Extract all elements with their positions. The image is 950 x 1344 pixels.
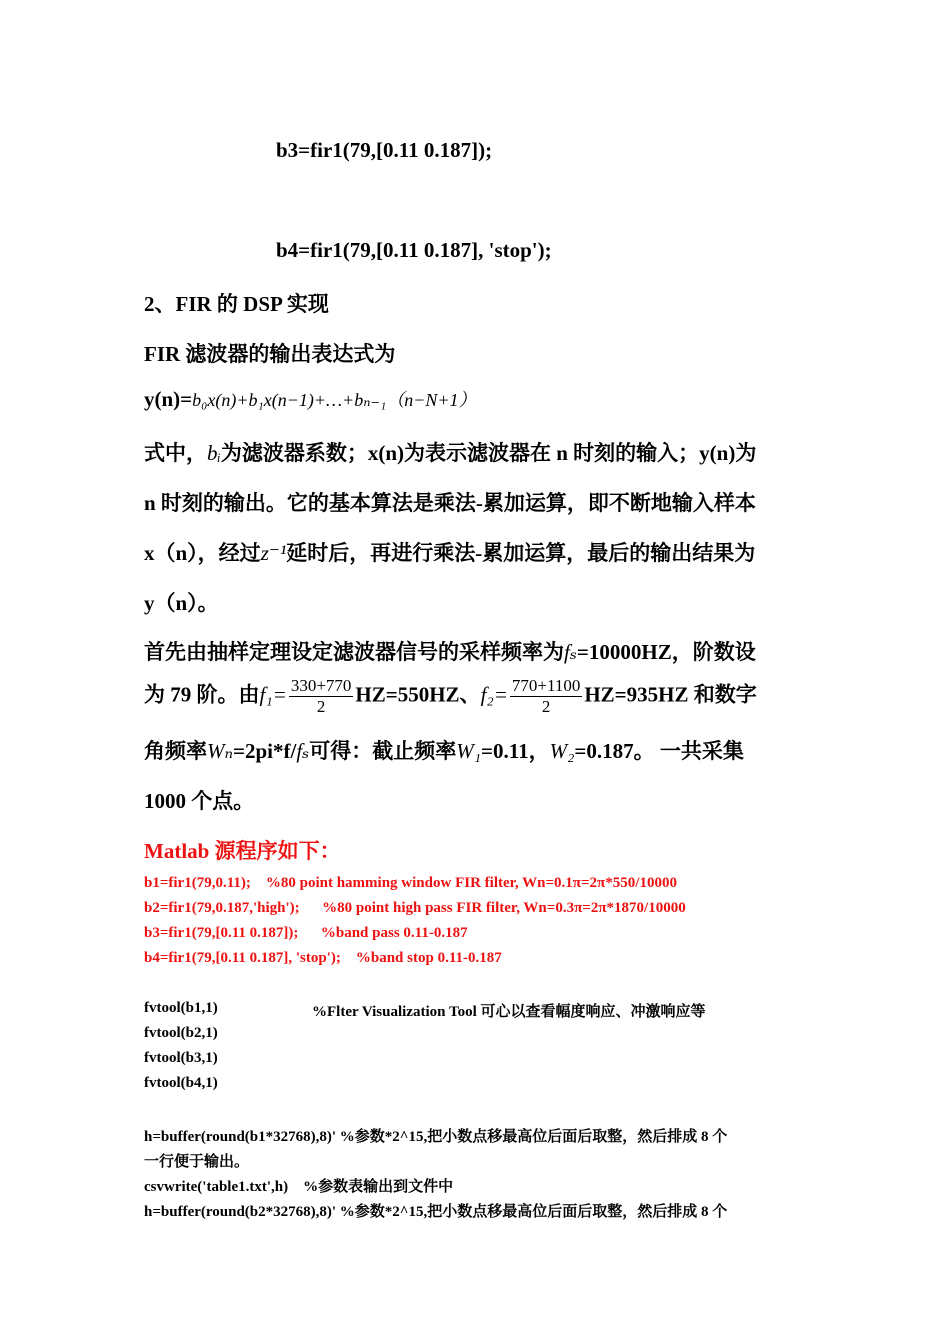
formula-rhs: b₀x(n)+b₁x(n−1)+…+bₙ₋₁（n−N+1） (192, 390, 477, 410)
formula-lhs: y(n)= (144, 387, 193, 411)
fraction-f1-denominator: 2 (316, 697, 326, 716)
buffer-code-line: h=buffer(round(b2*32768),8)' %参数*2^15,把小数点移最高位后面后取整，然后排成 8 个 (144, 1204, 728, 1220)
matlab-code-line: b1=fir1(79,0.11); %80 point hamming window FIR filter, Wn=0.1π=2π*550/10000 (144, 875, 677, 891)
code-line-b3: b3=fir1(79,[0.11 0.187]); (276, 138, 493, 162)
fvtool-comment: %Flter Visualization Tool 可心以查看幅度响应、冲激响应等 (312, 1004, 706, 1020)
matlab-code-line: b4=fir1(79,[0.11 0.187], 'stop'); %band stop 0.11-0.187 (144, 950, 502, 966)
section-subheading: FIR 滤波器的输出表达式为 (144, 342, 396, 366)
p1-text-a: 式中， (144, 441, 207, 465)
fraction-f2 (510, 676, 582, 717)
p2-l3-text-c: 可得：截止频率 (309, 739, 457, 763)
fraction-f2-denominator: 2 (541, 697, 551, 716)
output-formula (144, 386, 477, 412)
fvtool-line: fvtool(b2,1) (144, 1025, 218, 1041)
buffer-code-line: 一行便于输出。 (144, 1154, 250, 1170)
p2-l3-text-e: =0.187。 一共采集 (574, 739, 744, 763)
fs-symbol: fₛ (564, 640, 577, 664)
w1-symbol: W₁ (456, 739, 482, 763)
fvtool-line: fvtool(b4,1) (144, 1075, 218, 1091)
paragraph1-line4: y（n）。 (144, 591, 219, 615)
fvtool-line: fvtool(b3,1) (144, 1050, 218, 1066)
p2-l3-text-a: 角频率 (144, 739, 207, 763)
p2-l2-text-a: 为 79 阶。由 (144, 682, 260, 707)
fraction-f1-numerator: 330+770 (290, 676, 352, 695)
paragraph1-line1 (144, 437, 756, 467)
p2-l3-text-b: =2pi*f/ (233, 739, 297, 763)
p1-l3-text-a: x（n），经过 (144, 541, 261, 565)
f1-symbol: f₁= (259, 682, 287, 707)
wn-symbol: Wₙ (207, 739, 234, 763)
p2-l1-text-b: =10000HZ，阶数设 (576, 640, 756, 664)
paragraph2-line1 (144, 636, 756, 666)
coef-bi-symbol: bᵢ (207, 441, 221, 465)
fs-symbol-2: fₛ (296, 739, 310, 763)
fvtool-line: fvtool(b1,1) (144, 1000, 218, 1016)
fraction-f1 (289, 676, 354, 717)
paragraph2-line4: 1000 个点。 (144, 789, 255, 813)
paragraph1-line3 (144, 537, 755, 567)
section-heading: 2、FIR 的 DSP 实现 (144, 292, 329, 316)
p1-l3-text-b: 延时后，再进行乘法-累加运算，最后的输出结果为 (286, 541, 756, 565)
p2-l2-text-b: HZ=550HZ、 (355, 682, 481, 707)
buffer-code-line: csvwrite('table1.txt',h) %参数表输出到文件中 (144, 1179, 454, 1195)
matlab-code-line: b2=fir1(79,0.187,'high'); %80 point high pass FIR filter, Wn=0.3π=2π*1870/10000 (144, 900, 686, 916)
p2-l2-text-c: HZ=935HZ 和数字 (584, 682, 757, 707)
paragraph2-line2 (144, 676, 757, 717)
p2-l1-text-a: 首先由抽样定理设定滤波器信号的采样频率为 (144, 640, 564, 664)
matlab-title: Matlab 源程序如下： (144, 839, 341, 863)
paragraph2-line3 (144, 735, 744, 765)
z-inverse-symbol: z⁻¹ (260, 541, 287, 565)
paragraph1-line2: n 时刻的输出。它的基本算法是乘法-累加运算，即不断地输入样本 (144, 491, 756, 515)
matlab-code-line: b3=fir1(79,[0.11 0.187]); %band pass 0.11-0.187 (144, 925, 468, 941)
f2-symbol: f₂= (480, 682, 508, 707)
code-line-b4: b4=fir1(79,[0.11 0.187], 'stop'); (276, 238, 552, 262)
w2-symbol: W₂ (549, 739, 575, 763)
fraction-f2-numerator: 770+1100 (511, 676, 581, 695)
p2-l3-text-d: =0.11， (481, 739, 550, 763)
buffer-code-line: h=buffer(round(b1*32768),8)' %参数*2^15,把小数点移最高位后面后取整，然后排成 8 个 (144, 1129, 728, 1145)
p1-text-b: 为滤波器系数；x(n)为表示滤波器在 n 时刻的输入；y(n)为 (220, 441, 757, 465)
